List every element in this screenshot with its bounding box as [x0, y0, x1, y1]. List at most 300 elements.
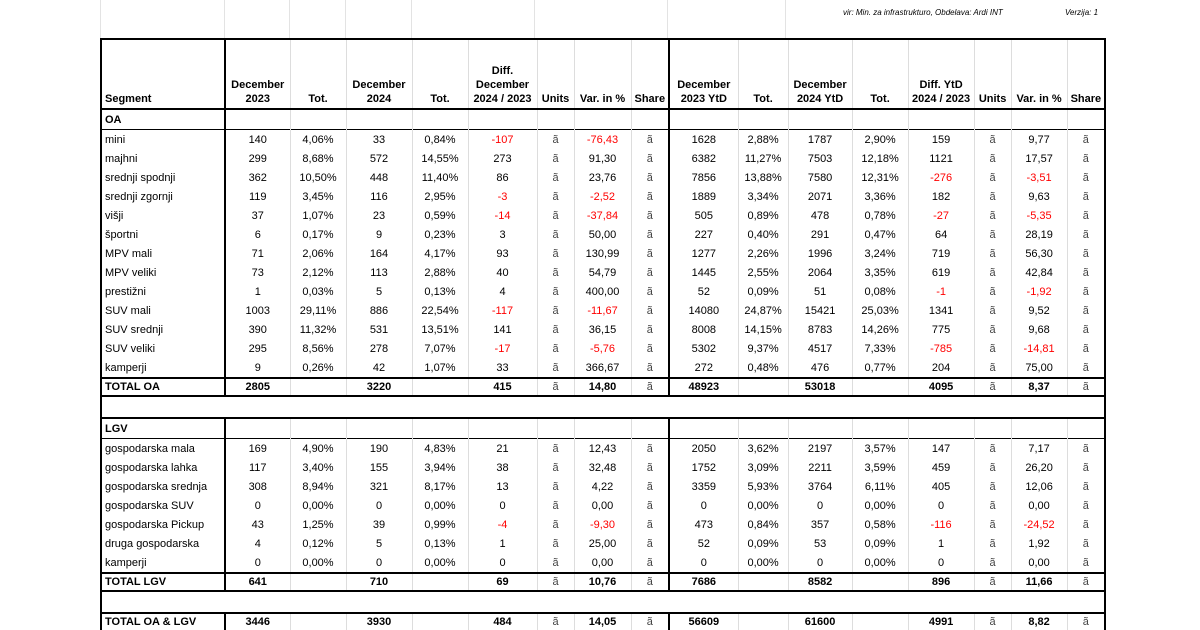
cell-value: 9,77	[1011, 130, 1067, 150]
grid-line	[534, 0, 535, 40]
trend-arrow-icon: ã	[631, 339, 669, 358]
cell-value: 3,62%	[738, 439, 788, 459]
cell-value: 448	[346, 168, 412, 187]
cell-value: 362	[225, 168, 290, 187]
grid-line	[289, 0, 290, 40]
cell-value: 459	[908, 458, 974, 477]
trend-arrow-icon: ã	[974, 439, 1011, 459]
table-row	[101, 339, 1105, 358]
cell-value: 1,07%	[290, 206, 346, 225]
cell-value: 0,00	[1011, 553, 1067, 573]
trend-arrow-icon: ã	[631, 573, 669, 591]
cell-value: 619	[908, 263, 974, 282]
cell-value: -14,81	[1011, 339, 1067, 358]
cell-value: 0,58%	[852, 515, 908, 534]
cell-value: 113	[346, 263, 412, 282]
cell-value: 0	[468, 553, 537, 573]
empty-cell	[852, 573, 908, 591]
cell-value: 295	[225, 339, 290, 358]
cell-value: 29,11%	[290, 301, 346, 320]
trend-arrow-icon: ã	[1067, 573, 1105, 591]
cell-value: 8,17%	[412, 477, 468, 496]
cell-value: 0	[346, 496, 412, 515]
empty-cell	[852, 418, 908, 439]
cell-value: 140	[225, 130, 290, 150]
cell-value: -27	[908, 206, 974, 225]
trend-arrow-icon: ã	[631, 206, 669, 225]
trend-arrow-icon: ã	[974, 477, 1011, 496]
total-value: 710	[346, 573, 412, 591]
cell-value: 5302	[669, 339, 738, 358]
cell-value: -24,52	[1011, 515, 1067, 534]
cell-value: 116	[346, 187, 412, 206]
cell-value: 405	[908, 477, 974, 496]
trend-arrow-icon: ã	[974, 573, 1011, 591]
trend-arrow-icon: ã	[537, 496, 574, 515]
cell-value: 14,26%	[852, 320, 908, 339]
trend-arrow-icon: ã	[1067, 130, 1105, 150]
cell-value: 3	[468, 225, 537, 244]
cell-value: 299	[225, 149, 290, 168]
cell-value: 3,36%	[852, 187, 908, 206]
cell-value: 33	[468, 358, 537, 378]
cell-value: -5,35	[1011, 206, 1067, 225]
cell-value: 0,77%	[852, 358, 908, 378]
cell-value: 43	[225, 515, 290, 534]
trend-arrow-icon: ã	[537, 439, 574, 459]
source-note: vir: Min. za infrastrukturo, Obdelava: Ardi INT	[843, 8, 1003, 17]
cell-value: 182	[908, 187, 974, 206]
empty-cell	[101, 591, 1105, 613]
empty-cell	[974, 418, 1011, 439]
empty-cell	[852, 378, 908, 396]
segment-label: kamperji	[101, 358, 225, 378]
cell-value: 11,32%	[290, 320, 346, 339]
cell-value: 38	[468, 458, 537, 477]
column-header: December 2024	[346, 39, 412, 109]
spacer-row	[101, 591, 1105, 613]
empty-cell	[788, 418, 852, 439]
trend-arrow-icon: ã	[974, 225, 1011, 244]
spacer-row	[101, 396, 1105, 418]
trend-arrow-icon: ã	[1067, 263, 1105, 282]
cell-value: 0,00%	[852, 553, 908, 573]
cell-value: 0,99%	[412, 515, 468, 534]
cell-value: 50,00	[574, 225, 631, 244]
cell-value: 0,13%	[412, 282, 468, 301]
cell-value: 321	[346, 477, 412, 496]
cell-value: 0,89%	[738, 206, 788, 225]
cell-value: 25,03%	[852, 301, 908, 320]
cell-value: 7580	[788, 168, 852, 187]
segment-label: gospodarska mala	[101, 439, 225, 459]
cell-value: 1121	[908, 149, 974, 168]
cell-value: 7,07%	[412, 339, 468, 358]
trend-arrow-icon: ã	[631, 439, 669, 459]
cell-value: -5,76	[574, 339, 631, 358]
trend-arrow-icon: ã	[1067, 553, 1105, 573]
trend-arrow-icon: ã	[537, 225, 574, 244]
cell-value: 8008	[669, 320, 738, 339]
trend-arrow-icon: ã	[631, 358, 669, 378]
cell-value: 2050	[669, 439, 738, 459]
trend-arrow-icon: ã	[537, 149, 574, 168]
cell-value: -117	[468, 301, 537, 320]
cell-value: 719	[908, 244, 974, 263]
trend-arrow-icon: ã	[537, 301, 574, 320]
total-value: 69	[468, 573, 537, 591]
cell-value: 1628	[669, 130, 738, 150]
segment-label: SUV srednji	[101, 320, 225, 339]
cell-value: 2,88%	[738, 130, 788, 150]
empty-cell	[225, 109, 290, 130]
trend-arrow-icon: ã	[537, 130, 574, 150]
segment-label: gospodarska SUV	[101, 496, 225, 515]
cell-value: 0,03%	[290, 282, 346, 301]
trend-arrow-icon: ã	[631, 553, 669, 573]
empty-cell	[1011, 418, 1067, 439]
empty-cell	[908, 109, 974, 130]
trend-arrow-icon: ã	[1067, 458, 1105, 477]
cell-value: 0	[669, 496, 738, 515]
cell-value: 23,76	[574, 168, 631, 187]
column-header: Var. in %	[1011, 39, 1067, 109]
cell-value: 3,45%	[290, 187, 346, 206]
total-value: 53018	[788, 378, 852, 396]
table-row	[101, 282, 1105, 301]
trend-arrow-icon: ã	[537, 534, 574, 553]
cell-value: 17,57	[1011, 149, 1067, 168]
cell-value: 10,50%	[290, 168, 346, 187]
cell-value: 51	[788, 282, 852, 301]
trend-arrow-icon: ã	[1067, 439, 1105, 459]
cell-value: 308	[225, 477, 290, 496]
cell-value: 1,07%	[412, 358, 468, 378]
cell-value: 1445	[669, 263, 738, 282]
trend-arrow-icon: ã	[974, 187, 1011, 206]
cell-value: 1	[468, 534, 537, 553]
empty-cell	[290, 378, 346, 396]
trend-arrow-icon: ã	[974, 168, 1011, 187]
empty-cell	[468, 109, 537, 130]
cell-value: 64	[908, 225, 974, 244]
cell-value: 52	[669, 534, 738, 553]
trend-arrow-icon: ã	[631, 187, 669, 206]
table-row	[101, 149, 1105, 168]
trend-arrow-icon: ã	[1067, 378, 1105, 396]
trend-arrow-icon: ã	[974, 263, 1011, 282]
empty-cell	[574, 109, 631, 130]
cell-value: -785	[908, 339, 974, 358]
cell-value: 147	[908, 439, 974, 459]
trend-arrow-icon: ã	[1067, 320, 1105, 339]
cell-value: 4	[225, 534, 290, 553]
cell-value: 291	[788, 225, 852, 244]
empty-cell	[669, 109, 738, 130]
cell-value: -9,30	[574, 515, 631, 534]
segment-label: mini	[101, 130, 225, 150]
trend-arrow-icon: ã	[631, 320, 669, 339]
table-row	[101, 496, 1105, 515]
column-header: Diff. December 2024 / 2023	[468, 39, 537, 109]
cell-value: 9	[225, 358, 290, 378]
cell-value: 4	[468, 282, 537, 301]
cell-value: -76,43	[574, 130, 631, 150]
segment-label: druga gospodarska	[101, 534, 225, 553]
cell-value: 1,25%	[290, 515, 346, 534]
trend-arrow-icon: ã	[631, 534, 669, 553]
segment-label: SUV mali	[101, 301, 225, 320]
cell-value: 23	[346, 206, 412, 225]
cell-value: 12,43	[574, 439, 631, 459]
cell-value: -116	[908, 515, 974, 534]
section-header-row	[101, 109, 1105, 130]
cell-value: 6	[225, 225, 290, 244]
cell-value: -3,51	[1011, 168, 1067, 187]
segment-label: kamperji	[101, 553, 225, 573]
cell-value: 0,00	[574, 496, 631, 515]
cell-value: 2,26%	[738, 244, 788, 263]
cell-value: 3,57%	[852, 439, 908, 459]
cell-value: 8783	[788, 320, 852, 339]
cell-value: 2,88%	[412, 263, 468, 282]
cell-value: -107	[468, 130, 537, 150]
segment-label: MPV veliki	[101, 263, 225, 282]
cell-value: 0,00%	[290, 553, 346, 573]
cell-value: 36,15	[574, 320, 631, 339]
cell-value: 119	[225, 187, 290, 206]
cell-value: 54,79	[574, 263, 631, 282]
cell-value: 6382	[669, 149, 738, 168]
column-header: Units	[537, 39, 574, 109]
total-value: 8,82	[1011, 613, 1067, 630]
cell-value: 3359	[669, 477, 738, 496]
column-header: Tot.	[290, 39, 346, 109]
cell-value: 14,15%	[738, 320, 788, 339]
cell-value: 5	[346, 534, 412, 553]
empty-cell	[412, 418, 468, 439]
cell-value: 2,90%	[852, 130, 908, 150]
total-value: 11,66	[1011, 573, 1067, 591]
cell-value: 15421	[788, 301, 852, 320]
cell-value: 572	[346, 149, 412, 168]
total-row	[101, 573, 1105, 591]
total-value: 7686	[669, 573, 738, 591]
column-header: Units	[974, 39, 1011, 109]
cell-value: -276	[908, 168, 974, 187]
column-header: December 2023 YtD	[669, 39, 738, 109]
cell-value: 53	[788, 534, 852, 553]
trend-arrow-icon: ã	[537, 187, 574, 206]
total-value: 56609	[669, 613, 738, 630]
cell-value: 2,95%	[412, 187, 468, 206]
cell-value: 0	[225, 496, 290, 515]
cell-value: 273	[468, 149, 537, 168]
cell-value: 476	[788, 358, 852, 378]
cell-value: 0	[908, 553, 974, 573]
trend-arrow-icon: ã	[631, 130, 669, 150]
total-value: 415	[468, 378, 537, 396]
version-note: Verzija: 1	[1065, 8, 1099, 17]
cell-value: 8,94%	[290, 477, 346, 496]
cell-value: 190	[346, 439, 412, 459]
empty-cell	[1011, 109, 1067, 130]
cell-value: 5,93%	[738, 477, 788, 496]
cell-value: 0,23%	[412, 225, 468, 244]
cell-value: 9	[346, 225, 412, 244]
cell-value: 227	[669, 225, 738, 244]
cell-value: -11,67	[574, 301, 631, 320]
cell-value: 5	[346, 282, 412, 301]
grid-line	[224, 0, 225, 40]
cell-value: 0,00%	[852, 496, 908, 515]
total-value: 14,05	[574, 613, 631, 630]
cell-value: 2,06%	[290, 244, 346, 263]
trend-arrow-icon: ã	[1067, 149, 1105, 168]
cell-value: 25,00	[574, 534, 631, 553]
cell-value: 28,19	[1011, 225, 1067, 244]
empty-cell	[1067, 109, 1105, 130]
cell-value: -2,52	[574, 187, 631, 206]
empty-cell	[974, 109, 1011, 130]
trend-arrow-icon: ã	[631, 301, 669, 320]
cell-value: 2211	[788, 458, 852, 477]
trend-arrow-icon: ã	[537, 477, 574, 496]
cell-value: 130,99	[574, 244, 631, 263]
trend-arrow-icon: ã	[537, 573, 574, 591]
trend-arrow-icon: ã	[537, 244, 574, 263]
segment-label: gospodarska srednja	[101, 477, 225, 496]
empty-cell	[412, 573, 468, 591]
trend-arrow-icon: ã	[631, 263, 669, 282]
cell-value: 0,47%	[852, 225, 908, 244]
total-row	[101, 378, 1105, 396]
cell-value: 0,00%	[738, 553, 788, 573]
cell-value: 1787	[788, 130, 852, 150]
cell-value: 204	[908, 358, 974, 378]
cell-value: 4,06%	[290, 130, 346, 150]
cell-value: 12,31%	[852, 168, 908, 187]
cell-value: 2197	[788, 439, 852, 459]
section-title: LGV	[101, 418, 225, 439]
table-row	[101, 187, 1105, 206]
cell-value: 400,00	[574, 282, 631, 301]
cell-value: 2,55%	[738, 263, 788, 282]
cell-value: 0,12%	[290, 534, 346, 553]
cell-value: 24,87%	[738, 301, 788, 320]
total-value: 4095	[908, 378, 974, 396]
trend-arrow-icon: ã	[537, 339, 574, 358]
total-value: 61600	[788, 613, 852, 630]
total-value: 4991	[908, 613, 974, 630]
table-row	[101, 225, 1105, 244]
table-row	[101, 515, 1105, 534]
grid-line	[411, 0, 412, 40]
cell-value: 1277	[669, 244, 738, 263]
cell-value: 11,40%	[412, 168, 468, 187]
trend-arrow-icon: ã	[974, 515, 1011, 534]
trend-arrow-icon: ã	[1067, 515, 1105, 534]
section-header-row	[101, 418, 1105, 439]
cell-value: 0	[346, 553, 412, 573]
cell-value: 2071	[788, 187, 852, 206]
empty-cell	[290, 109, 346, 130]
table-row	[101, 263, 1105, 282]
cell-value: 0,78%	[852, 206, 908, 225]
cell-value: 9,37%	[738, 339, 788, 358]
cell-value: 1,92	[1011, 534, 1067, 553]
column-header: December 2023	[225, 39, 290, 109]
cell-value: 390	[225, 320, 290, 339]
trend-arrow-icon: ã	[1067, 613, 1105, 630]
cell-value: 0,26%	[290, 358, 346, 378]
trend-arrow-icon: ã	[1067, 534, 1105, 553]
cell-value: 13	[468, 477, 537, 496]
cell-value: 0,00%	[412, 553, 468, 573]
cell-value: 0,00	[1011, 496, 1067, 515]
cell-value: 40	[468, 263, 537, 282]
empty-cell	[631, 109, 669, 130]
table-row	[101, 553, 1105, 573]
total-label: TOTAL OA	[101, 378, 225, 396]
cell-value: 0	[468, 496, 537, 515]
cell-value: 12,18%	[852, 149, 908, 168]
trend-arrow-icon: ã	[537, 515, 574, 534]
table-row	[101, 320, 1105, 339]
cell-value: 33	[346, 130, 412, 150]
trend-arrow-icon: ã	[974, 301, 1011, 320]
grid-line	[667, 0, 668, 40]
segment-label: gospodarska lahka	[101, 458, 225, 477]
grid-line	[345, 0, 346, 40]
cell-value: 2064	[788, 263, 852, 282]
segment-label: srednji spodnji	[101, 168, 225, 187]
cell-value: 9,68	[1011, 320, 1067, 339]
table-row	[101, 439, 1105, 459]
empty-cell	[101, 396, 1105, 418]
cell-value: 0,13%	[412, 534, 468, 553]
empty-cell	[631, 418, 669, 439]
segment-label: srednji zgornji	[101, 187, 225, 206]
empty-cell	[290, 418, 346, 439]
empty-cell	[738, 613, 788, 630]
cell-value: 21	[468, 439, 537, 459]
empty-cell	[738, 378, 788, 396]
cell-value: 117	[225, 458, 290, 477]
cell-value: 56,30	[1011, 244, 1067, 263]
cell-value: 42,84	[1011, 263, 1067, 282]
trend-arrow-icon: ã	[974, 534, 1011, 553]
empty-cell	[537, 109, 574, 130]
cell-value: 3,59%	[852, 458, 908, 477]
cell-value: 1752	[669, 458, 738, 477]
empty-cell	[852, 613, 908, 630]
cell-value: 0	[225, 553, 290, 573]
trend-arrow-icon: ã	[631, 168, 669, 187]
total-value: 3446	[225, 613, 290, 630]
segment-table	[100, 38, 1106, 630]
trend-arrow-icon: ã	[974, 149, 1011, 168]
trend-arrow-icon: ã	[537, 168, 574, 187]
cell-value: 13,88%	[738, 168, 788, 187]
column-header: Tot.	[738, 39, 788, 109]
cell-value: -37,84	[574, 206, 631, 225]
total-label: TOTAL LGV	[101, 573, 225, 591]
cell-value: 155	[346, 458, 412, 477]
cell-value: 7856	[669, 168, 738, 187]
trend-arrow-icon: ã	[631, 496, 669, 515]
total-row	[101, 613, 1105, 630]
